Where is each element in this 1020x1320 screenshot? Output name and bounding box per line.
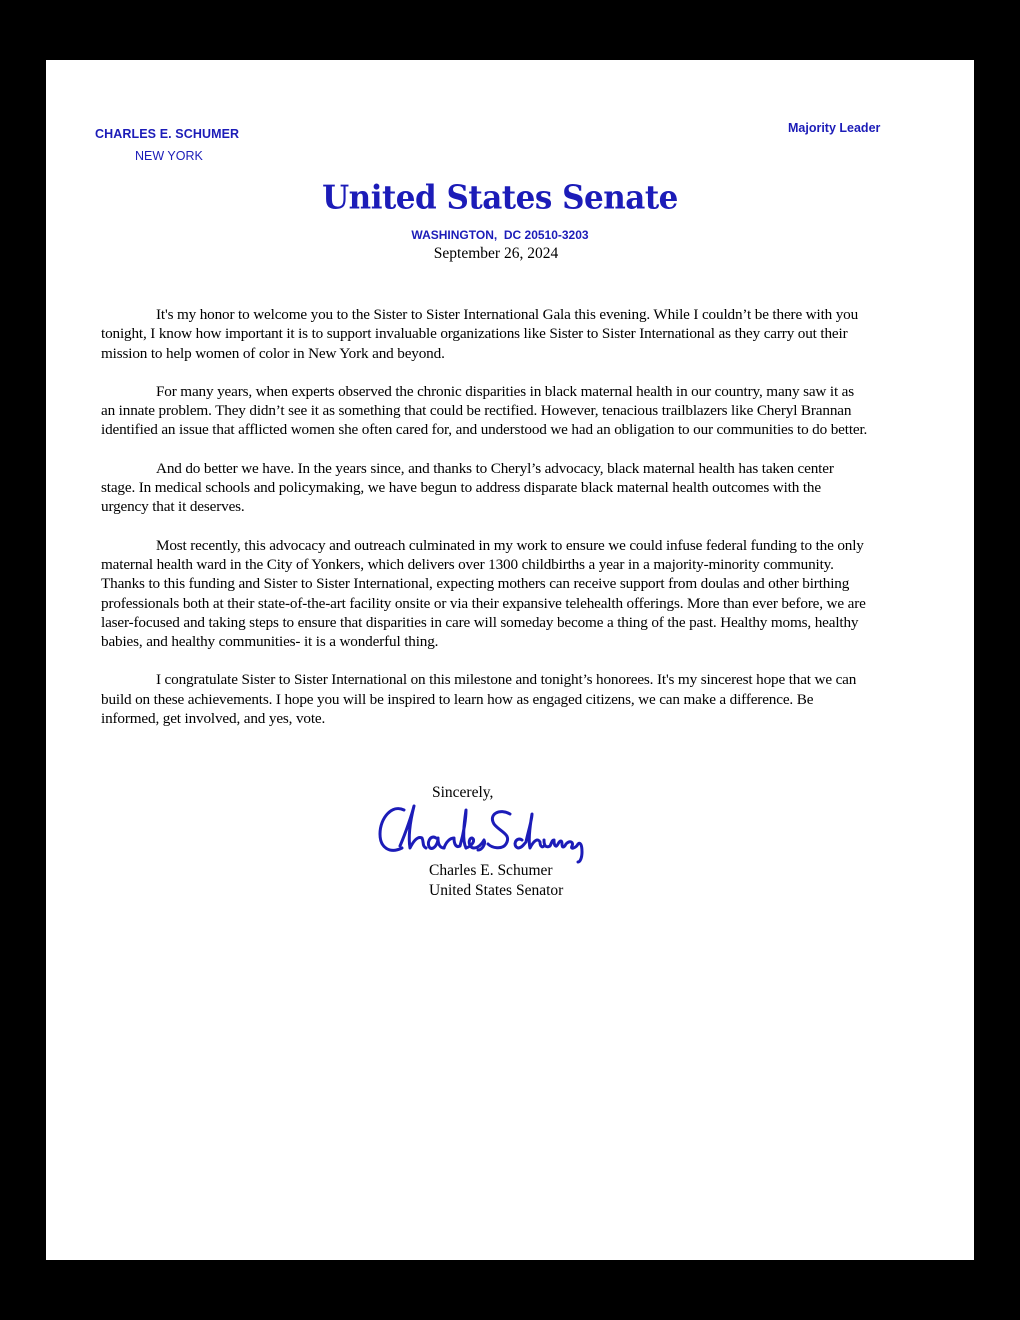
paragraph: Most recently, this advocacy and outreach culminated in my work to ensure we could infuse federal funding to the only maternal health ward in the City of Yonkers, which delivers over 1300 childbirths a year in a majority-minority community. Thanks to this funding and Sister to Sister International, expecting mothers can receive support from doulas and other birthing professionals both at their state-of-the-art facility onsite or via their expansive telehealth offerings. More than ever before, we are laser-focused and taking steps to ensure that disparities in care will someday become a thing of the past. Healthy moms, healthy babies, and healthy communities- it is a wonderful thing. xyxy=(101,536,866,651)
handwritten-signature xyxy=(374,796,594,864)
sender-name: CHARLES E. SCHUMER xyxy=(95,127,240,141)
sender-state: NEW YORK xyxy=(135,149,203,163)
paragraph: I congratulate Sister to Sister International on this milestone and tonight’s honorees. It's my sincerest hope that we can build on these achievements. I hope you will be inspired to learn how as engaged citizens, we can make a difference. Be informed, get involved, and yes, vote. xyxy=(101,671,857,728)
letterhead-address: WASHINGTON, DC 20510-3203 xyxy=(411,228,589,242)
letter-body xyxy=(101,305,869,747)
signer-title: United States Senator xyxy=(429,882,564,899)
signer-name: Charles E. Schumer xyxy=(429,862,553,879)
paragraph: For many years, when experts observed the chronic disparities in black maternal health in our country, many saw it as an innate problem. They didn’t see it as something that could be rectified. However, tenacious trailblazers like Cheryl Brannan identified an issue that afflicted women she often cared for, and understood we had an obligation to our communities to do better. xyxy=(101,382,868,439)
letterhead-title: United States Senate xyxy=(322,179,678,217)
signer-block xyxy=(429,861,563,901)
paragraph: It's my honor to welcome you to the Sister to Sister International Gala this evening. While I couldn’t be there with you tonight, I know how important it is to support invaluable organizations like Sister to Sister International as they carry out their mission to help women of color in New York and beyond. xyxy=(101,306,859,362)
closing: Sincerely, xyxy=(432,784,494,801)
sender-title: Majority Leader xyxy=(788,121,881,135)
letter-date: September 26, 2024 xyxy=(433,245,559,262)
paragraph: And do better we have. In the years since, and thanks to Cheryl’s advocacy, black maternal health has taken center stage. In medical schools and policymaking, we have begun to address disparate black maternal health outcomes with the urgency that it deserves. xyxy=(101,459,834,516)
letter-page xyxy=(46,60,974,1260)
